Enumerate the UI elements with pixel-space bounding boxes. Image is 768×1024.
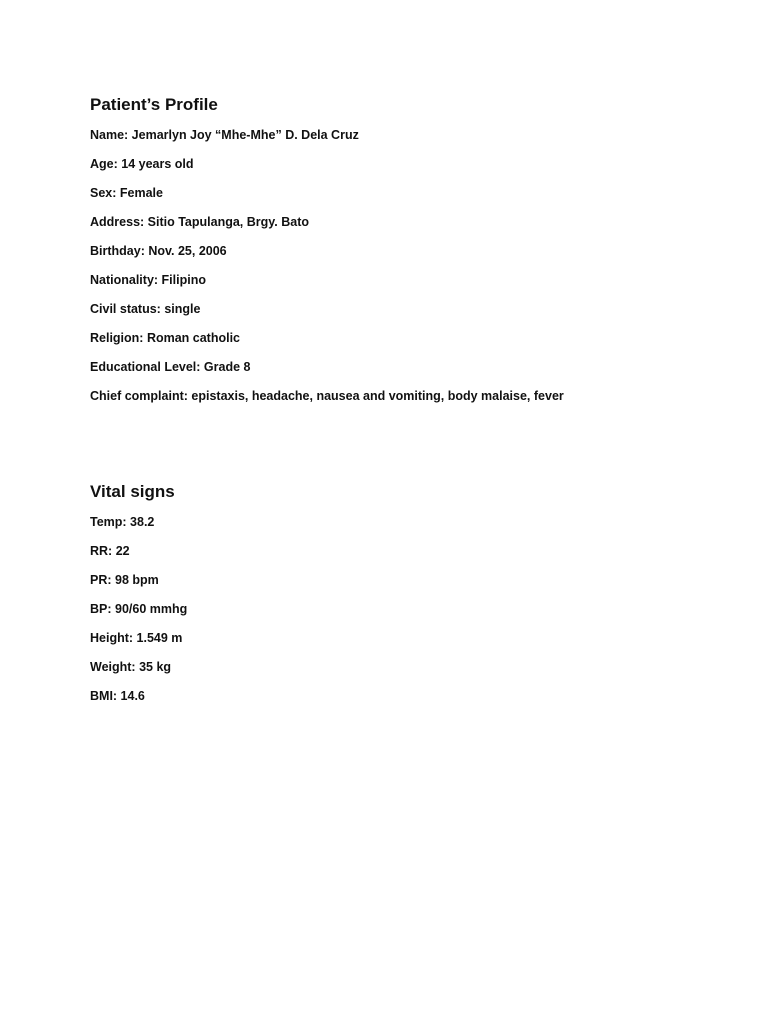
- vital-rr: RR: 22: [90, 544, 130, 558]
- profile-nationality: Nationality: Filipino: [90, 273, 206, 287]
- profile-chief-complaint: Chief complaint: epistaxis, headache, nausea and vomiting, body malaise, fever: [90, 389, 564, 403]
- vital-temp: Temp: 38.2: [90, 515, 155, 529]
- vital-bmi: BMI: 14.6: [90, 689, 145, 703]
- vital-bp: BP: 90/60 mmhg: [90, 602, 188, 616]
- profile-educational-level: Educational Level: Grade 8: [90, 360, 251, 374]
- profile-name: Name: Jemarlyn Joy “Mhe-Mhe” D. Dela Cruz: [90, 128, 359, 142]
- vital-signs-heading: Vital signs: [90, 482, 175, 501]
- vital-signs-section: [90, 480, 728, 716]
- patient-profile-section: [90, 93, 728, 416]
- patient-profile-heading: Patient’s Profile: [90, 95, 218, 114]
- profile-religion: Religion: Roman catholic: [90, 331, 241, 345]
- vital-pr: PR: 98 bpm: [90, 573, 159, 587]
- vital-height: Height: 1.549 m: [90, 631, 183, 645]
- profile-age: Age: 14 years old: [90, 157, 194, 171]
- profile-address: Address: Sitio Tapulanga, Brgy. Bato: [90, 215, 310, 229]
- profile-civil-status: Civil status: single: [90, 302, 201, 316]
- profile-sex: Sex: Female: [90, 186, 163, 200]
- vital-weight: Weight: 35 kg: [90, 660, 172, 674]
- profile-birthday: Birthday: Nov. 25, 2006: [90, 244, 227, 258]
